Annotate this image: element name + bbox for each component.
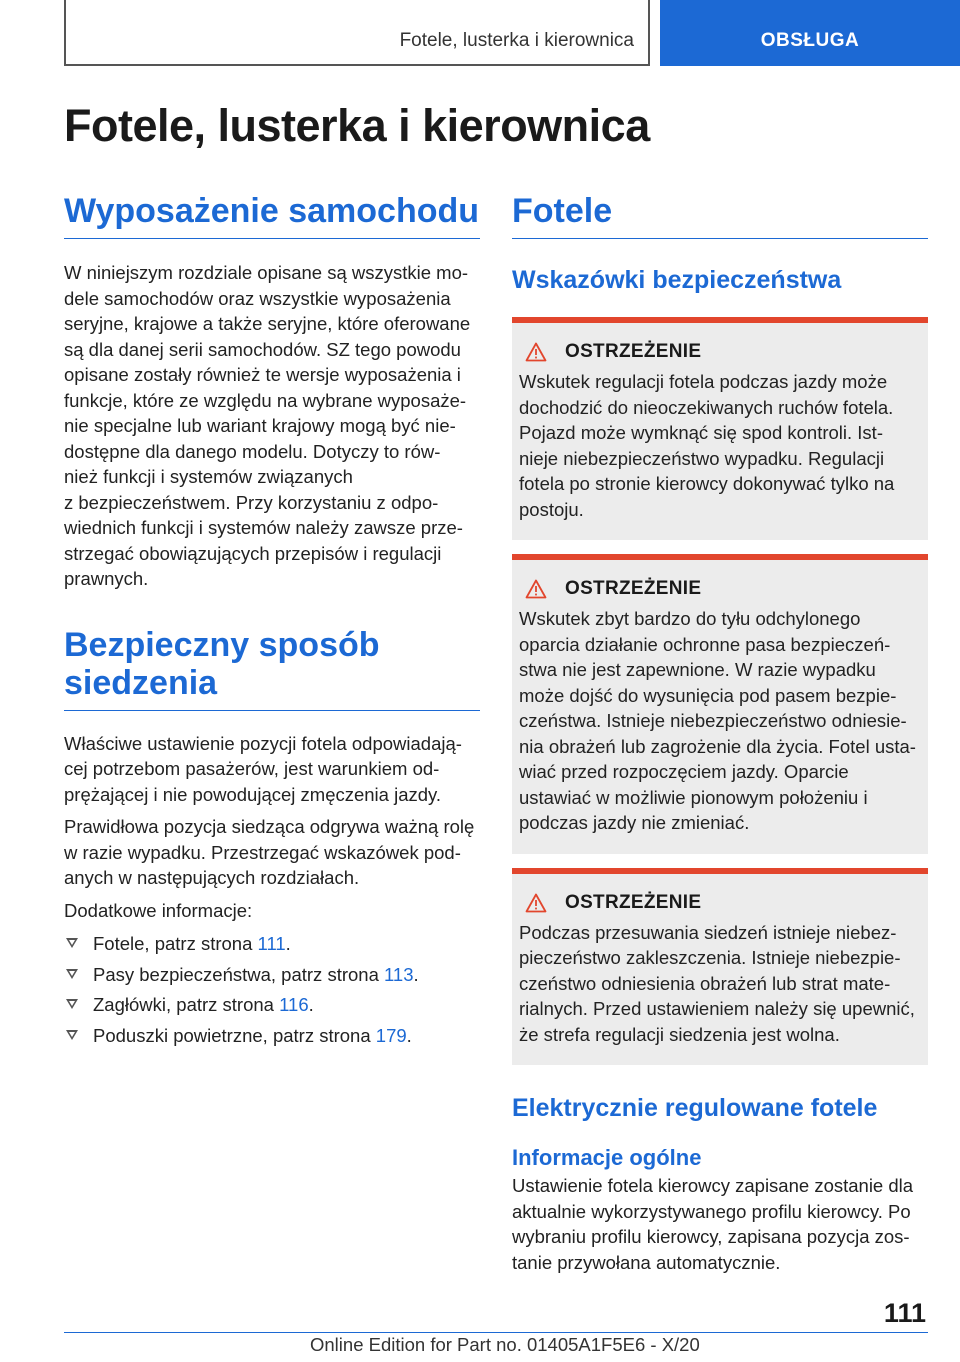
text-line: dochodzić do nieoczekiwanych ruchów fotela. [519,396,894,418]
text-line: Wskutek zbyt bardzo do tyłu odchylonego [519,608,861,629]
text-line: prężającej i nie powodującej zmęczenia jazdy. [64,783,442,805]
electric-seats-paragraph [512,1173,928,1275]
warning-text [519,920,920,1048]
page-link[interactable]: 111 [257,933,286,954]
safe-seating-heading [64,626,480,711]
text-line: cej potrzebom pasażerów, jest warunkiem od- [64,758,440,779]
equipment-paragraph [64,260,480,592]
text-line: wiać przed rozpoczęciem jazdy. Oparcie [519,761,849,782]
page-link[interactable]: 116 [279,994,309,1015]
seats-heading: Fotele [512,192,928,239]
header-section-title: Fotele, lusterka i kierownica [399,30,634,51]
warning-box [512,317,928,540]
text-line: oparcia działanie ochronne pasa bezpieczeń- [519,633,891,655]
text-line: nież funkcji i systemów związanych [64,466,353,487]
warning-header [519,341,920,363]
heading-line: Bezpieczny sposób [64,625,380,664]
text-line: pieczeństwo zakleszczenia. Istnieje niebezpie- [519,947,901,968]
text-line: wiednich funkcji i systemów należy zawsze prze- [64,517,463,538]
text-line: W niniejszym rozdziale opisane są wszystkie mo- [64,262,469,283]
text-line: Właściwe ustawienie pozycji fotela odpowiadają- [64,732,462,754]
text-line: są dla danej serii samochodów. SZ tego powodu [64,338,461,360]
text-line: anych w następujących rozdziałach. [64,867,360,888]
text-line: opisane zostały również te wersje wyposażenia i [64,364,461,385]
text-line: aktualnie wykorzystywanego profilu kierowcy. Po [512,1200,911,1222]
text-line: może dojść do wysunięcia pod pasem bezpie- [519,684,897,706]
text-line: stwa nie jest zapewnione. W razie wypadku [519,659,876,680]
text-line: czeństwa. Istnieje niebezpieczeństwo odniesie- [519,710,907,731]
text-line: fotela po stronie kierowcy dokonywać tylko na [519,473,895,494]
more-info-label: Dodatkowe informacje: [64,899,253,921]
triangle-bullet-icon [66,969,78,979]
warning-triangle-icon [525,579,547,599]
header-chapter-tab[interactable] [660,0,960,66]
warning-text [519,606,920,836]
text-line: rialnych. Przed ustawieniem należy się upewnić, [519,998,915,1019]
warning-triangle-icon [525,893,547,913]
warning-title: OSTRZEŻENIE [565,891,702,913]
text-line: Pojazd może wymknąć się spod kontroli. Ist- [519,422,883,443]
text-line: ustawiać w możliwie pionowym położeniu i [519,786,868,808]
text-line: postoju. [519,498,584,520]
warning-box [512,868,928,1066]
warning-header [519,578,920,600]
electric-seats-heading: Elektrycznie regulowane fotele [512,1094,878,1122]
triangle-bullet-icon [66,999,78,1009]
text-line: Wskutek regulacji fotela podczas jazdy może [519,371,888,392]
text-line: dele samochodów oraz wszystkie wyposażenia [64,287,451,309]
text-line: podczas jazdy nie zmieniać. [519,812,750,833]
text-line: czeństwo odniesienia obrażeń lub strat mate- [519,972,891,994]
page-link[interactable]: 179 [375,1024,407,1046]
header-chapter-label: OBSŁUGA [760,30,860,51]
header-section-box [64,0,650,66]
list-item: Zagłówki, patrz strona 116. [64,992,480,1018]
text-line: seryjne, krajowe a także seryjne, które oferowane [64,313,471,334]
triangle-bullet-icon [66,1030,78,1040]
text-line: nieje niebezpieczeństwo wypadku. Regulacji [519,447,885,469]
list-item: Fotele, patrz strona 111. [64,931,480,957]
text-line: Prawidłowa pozycja siedząca odgrywa ważną rolę [64,816,475,837]
heading-line: siedzenia [64,663,218,702]
footer-divider [64,1332,928,1333]
safety-notes-heading: Wskazówki bezpieczeństwa [512,266,842,294]
seating-paragraph-1 [64,731,480,808]
warning-triangle-icon [525,342,547,362]
edition-text: Online Edition for Part no. 01405A1F5E6 - X/20 [310,1334,700,1355]
warning-title: OSTRZEŻENIE [565,341,702,362]
triangle-bullet-icon [66,938,78,948]
warning-title: OSTRZEŻENIE [565,578,702,599]
warning-box [512,554,928,854]
general-info-subheading: Informacje ogólne [512,1145,702,1170]
text-line: Podczas przesuwania siedzeń istnieje niebez- [519,921,897,943]
text-line: strzegać obowiązujących przepisów i regulacji [64,542,442,564]
text-line: prawnych. [64,568,149,589]
text-line: w razie wypadku. Przestrzegać wskazówek pod- [64,841,461,863]
page-title: Fotele, lusterka i kierownica [64,100,650,151]
seating-paragraph-2 [64,814,480,891]
warning-header [519,892,920,914]
page-number: 111 [883,1298,926,1328]
left-column [64,192,480,1053]
text-line: Ustawienie fotela kierowcy zapisane zostanie dla [512,1175,914,1196]
warning-text [519,369,920,522]
right-column [512,192,928,1275]
text-line: dostępne dla danego modelu. Dotyczy to rów- [64,440,441,462]
text-line: nie specjalne lub wariant krajowy mogą być nie- [64,415,456,436]
list-item: Pasy bezpieczeństwa, patrz strona 113. [64,962,480,988]
reference-list [64,931,480,1048]
page-link[interactable]: 113 [384,963,414,985]
list-item: Poduszki powietrzne, patrz strona 179. [64,1023,480,1049]
text-line: że strefa regulacji siedzenia jest wolna. [519,1023,840,1045]
text-line: nia obrażeń lub zagrożenie dla życia. Fotel usta- [519,735,916,757]
text-line: funkcje, które ze względu na wybrane wyposaże- [64,389,467,411]
text-line: tanie przywołana automatycznie. [512,1251,781,1273]
equipment-heading: Wyposażenie samochodu [64,192,480,239]
text-line: wybraniu profilu kierowcy, zapisana pozycja zos- [512,1226,910,1247]
text-line: z bezpieczeństwem. Przy korzystaniu z odpo- [64,491,439,513]
